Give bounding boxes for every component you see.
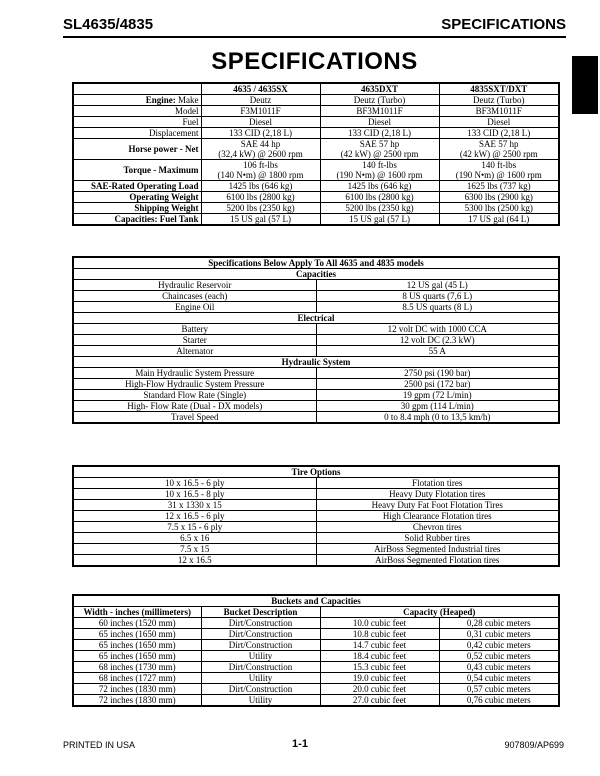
table-row [73,618,559,629]
table-row [73,181,559,192]
bucket-capacity-table [72,594,560,707]
table-row [73,522,559,533]
bucket-table-header [73,607,559,618]
cell-value: 5300 lbs (2500 kg) [439,203,559,214]
table-heading: Tire Options [73,466,559,478]
row-label [73,95,201,106]
table-row [73,106,559,117]
cell-value: 133 CID (2,18 L) [201,128,320,139]
table-row [73,192,559,203]
tire-size: 12 x 16.5 - 6 ply [73,511,316,522]
table-row [73,302,559,313]
tire-size: 10 x 16.5 - 6 ply [73,478,316,489]
cell-line: 106 ft-lbs [243,160,278,170]
table-row [73,401,559,412]
bucket-width: 68 inches (1727 mm) [73,673,201,684]
section-row [73,313,559,324]
spec-value: 55 A [316,346,559,357]
table-row [73,128,559,139]
spec-name: Travel Speed [73,412,316,424]
bucket-width: 68 inches (1730 mm) [73,662,201,673]
row-label: Model [73,106,201,117]
table-row [73,478,559,489]
spec-name: Chaincases (each) [73,291,316,302]
spec-value: 8 US quarts (7,6 L) [316,291,559,302]
cell-value: 133 CID (2,18 L) [439,128,559,139]
section-title: Capacities [73,269,559,280]
table-row [73,489,559,500]
column-header: Bucket Description [201,607,320,618]
table-row [73,511,559,522]
cell-line: 140 ft-lbs [481,160,517,170]
row-label: Fuel [73,117,201,128]
cell-value: 1625 lbs (737 kg) [439,181,559,192]
table-row [73,651,559,662]
table-row [73,117,559,128]
table-row [73,324,559,335]
footer-page-number: 1-1 [292,738,308,750]
table-row [73,500,559,511]
spec-value: 2750 psi (190 bar) [316,368,559,379]
row-label: Displacement [73,128,201,139]
table-row [73,160,559,181]
table-row [73,346,559,357]
cell-value: 1425 lbs (646 kg) [320,181,439,192]
bucket-width: 65 inches (1650 mm) [73,640,201,651]
cell-line: (42 kW) @ 2500 rpm [340,149,419,159]
cell-value: F3M1011F [201,106,320,117]
cell-value: 6100 lbs (2800 kg) [201,192,320,203]
bucket-width: 72 inches (1830 mm) [73,684,201,695]
spec-value: 12 US gal (45 L) [316,280,559,291]
capacity-cubic-meters: 0,28 cubic meters [439,618,559,629]
capacity-cubic-meters: 0,54 cubic meters [439,673,559,684]
header-model: SL4635/4835 [63,16,154,33]
capacity-cubic-feet: 19.0 cubic feet [320,673,439,684]
table-row [73,412,559,424]
table-heading: Specifications Below Apply To All 4635 and 4835 models [73,257,559,269]
cell-value [439,160,559,181]
cell-value: BF3M1011F [320,106,439,117]
table-row [73,673,559,684]
table-row [73,390,559,401]
header-section: SPECIFICATIONS [441,16,566,33]
column-header: Capacity (Heaped) [320,607,559,618]
tire-type: Flotation tires [316,478,559,489]
row-label: Torque - Maximum [73,160,201,181]
table-row [73,629,559,640]
row-label-rest: Make [175,95,199,105]
capacity-cubic-meters: 0,52 cubic meters [439,651,559,662]
cell-value: 133 CID (2,18 L) [320,128,439,139]
bucket-description: Utility [201,673,320,684]
cell-line: (140 N•m) @ 1800 rpm [217,170,304,180]
column-header: 4635DXT [320,83,439,95]
cell-value: 1425 lbs (646 kg) [201,181,320,192]
spec-value: 30 gpm (114 L/min) [316,401,559,412]
tire-size: 7.5 x 15 - 6 ply [73,522,316,533]
section-tab-marker [572,56,598,114]
spec-name: Main Hydraulic System Pressure [73,368,316,379]
spec-name: High- Flow Rate (Dual - DX models) [73,401,316,412]
table-row [73,203,559,214]
table-row [73,379,559,390]
table-row [73,533,559,544]
column-header [73,83,201,95]
cell-line: (32,4 kW) @ 2600 rpm [218,149,303,159]
engine-spec-table [72,82,560,226]
row-label: Capacities: Fuel Tank [73,214,201,226]
cell-value [201,139,320,160]
cell-line: (190 N•m) @ 1600 rpm [336,170,423,180]
capacity-cubic-feet: 27.0 cubic feet [320,695,439,707]
tire-type: AirBoss Segmented Industrial tires [316,544,559,555]
engine-table-header [73,83,559,95]
spec-name: Starter [73,335,316,346]
cell-value [320,160,439,181]
cell-value: Diesel [201,117,320,128]
spec-value: 0 to 8.4 mph (0 to 13,5 km/h) [316,412,559,424]
cell-value: 17 US gal (64 L) [439,214,559,226]
row-label: SAE-Rated Operating Load [73,181,201,192]
tire-type: Heavy Duty Flotation tires [316,489,559,500]
bucket-width: 60 inches (1520 mm) [73,618,201,629]
row-label: Horse power - Net [73,139,201,160]
table-row [73,695,559,707]
row-label: Operating Weight [73,192,201,203]
cell-value: Diesel [320,117,439,128]
cell-value [320,139,439,160]
tire-type: AirBoss Segmented Flotation tires [316,555,559,567]
bucket-description: Dirt/Construction [201,684,320,695]
section-title: Electrical [73,313,559,324]
capacity-cubic-feet: 10.8 cubic feet [320,629,439,640]
cell-value: 6100 lbs (2800 kg) [320,192,439,203]
row-label-bold: Engine: [145,95,176,105]
tire-type: High Clearance Flotation tires [316,511,559,522]
bucket-width: 72 inches (1830 mm) [73,695,201,707]
table-row [73,662,559,673]
table-row [73,684,559,695]
tire-type: Heavy Duty Fat Foot Flotation Tires [316,500,559,511]
capacity-cubic-feet: 10.0 cubic feet [320,618,439,629]
cell-line: (42 kW) @ 2500 rpm [459,149,538,159]
table-row [73,335,559,346]
capacity-cubic-meters: 0,31 cubic meters [439,629,559,640]
spec-name: Standard Flow Rate (Single) [73,390,316,401]
tire-type: Solid Rubber tires [316,533,559,544]
capacity-cubic-meters: 0,57 cubic meters [439,684,559,695]
bucket-width: 65 inches (1650 mm) [73,651,201,662]
table-row [73,291,559,302]
bucket-description: Dirt/Construction [201,618,320,629]
page-title: SPECIFICATIONS [211,48,418,75]
cell-value: 15 US gal (57 L) [201,214,320,226]
row-label: Shipping Weight [73,203,201,214]
column-header: 4835SXT/DXT [439,83,559,95]
cell-value: BF3M1011F [439,106,559,117]
cell-value: 5200 lbs (2350 kg) [320,203,439,214]
bucket-description: Utility [201,651,320,662]
table-row [73,368,559,379]
section-row [73,357,559,368]
cell-value: Deutz [201,95,320,106]
table-row [73,640,559,651]
tire-size: 10 x 16.5 - 8 ply [73,489,316,500]
table-row [73,280,559,291]
spec-value: 12 volt DC (2.3 kW) [316,335,559,346]
tire-size: 12 x 16.5 [73,555,316,567]
cell-value: Deutz (Turbo) [320,95,439,106]
table-row [73,139,559,160]
table-heading: Buckets and Capacities [73,595,559,607]
cell-value: 5200 lbs (2350 kg) [201,203,320,214]
bucket-description: Dirt/Construction [201,640,320,651]
capacity-cubic-feet: 18.4 cubic feet [320,651,439,662]
table-row [73,214,559,226]
tire-size: 31 x 1330 x 15 [73,500,316,511]
cell-value: Deutz (Turbo) [439,95,559,106]
tire-type: Chevron tires [316,522,559,533]
cell-value [439,139,559,160]
cell-line: SAE 57 hp [359,139,400,149]
common-spec-table [72,256,560,424]
cell-value: 15 US gal (57 L) [320,214,439,226]
page-header [63,10,566,38]
cell-value: 6300 lbs (2900 kg) [439,192,559,203]
spec-value: 2500 psi (172 bar) [316,379,559,390]
table-row [73,544,559,555]
section-title: Hydraulic System [73,357,559,368]
tire-size: 6.5 x 16 [73,533,316,544]
spec-value: 19 gpm (72 L/min) [316,390,559,401]
cell-line: SAE 57 hp [478,139,519,149]
capacity-cubic-meters: 0,42 cubic meters [439,640,559,651]
capacity-cubic-feet: 20.0 cubic feet [320,684,439,695]
cell-line: 140 ft-lbs [362,160,397,170]
footer-doc-number: 907809/AP699 [504,740,564,750]
bucket-width: 65 inches (1650 mm) [73,629,201,640]
cell-line: SAE 44 hp [240,139,281,149]
capacity-cubic-meters: 0,76 cubic meters [439,695,559,707]
tire-size: 7.5 x 15 [73,544,316,555]
spec-name: Battery [73,324,316,335]
bucket-description: Utility [201,695,320,707]
cell-value [201,160,320,181]
section-row [73,269,559,280]
bucket-description: Dirt/Construction [201,662,320,673]
spec-value: 8.5 US quarts (8 L) [316,302,559,313]
table-row [73,555,559,567]
cell-value: Diesel [439,117,559,128]
column-header: 4635 / 4635SX [201,83,320,95]
cell-line: (190 N•m) @ 1600 rpm [455,170,542,180]
table-row [73,95,559,106]
column-header: Width - inches (millimeters) [73,607,201,618]
spec-name: Hydraulic Reservoir [73,280,316,291]
tire-options-table [72,465,560,567]
spec-value: 12 volt DC with 1000 CCA [316,324,559,335]
capacity-cubic-meters: 0,43 cubic meters [439,662,559,673]
spec-name: High-Flow Hydraulic System Pressure [73,379,316,390]
spec-name: Alternator [73,346,316,357]
capacity-cubic-feet: 15.3 cubic feet [320,662,439,673]
capacity-cubic-feet: 14.7 cubic feet [320,640,439,651]
spec-name: Engine Oil [73,302,316,313]
footer-printed: PRINTED IN USA [63,740,136,750]
bucket-description: Dirt/Construction [201,629,320,640]
